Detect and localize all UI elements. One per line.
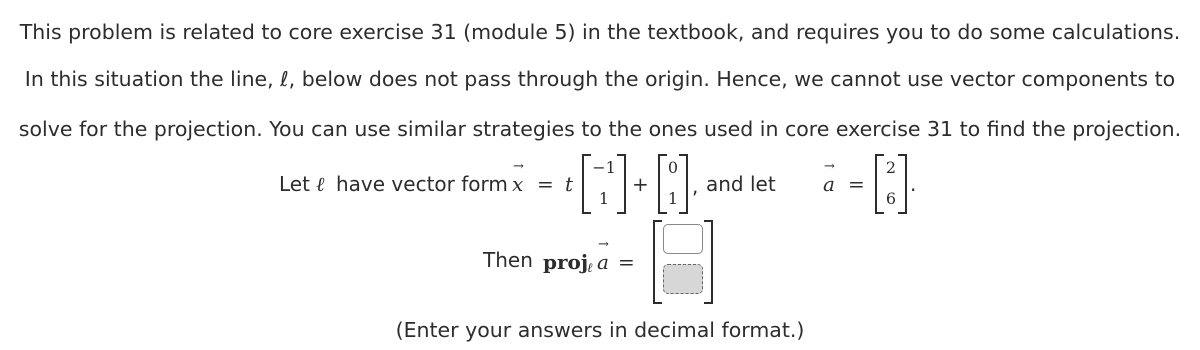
- a-entry-2: 6: [885, 189, 897, 208]
- answer-vector: [653, 220, 713, 304]
- problem-text-line-2: In this situation the line, ℓ, below does not pass through the origin. Hence, we cannot use vector components to: [24, 67, 1176, 91]
- point-vector: [658, 154, 688, 214]
- vector-form-label: have vector form: [336, 172, 508, 196]
- x-vector: → x: [512, 172, 523, 196]
- equals-sign: =: [618, 250, 635, 274]
- plus-sign: +: [632, 172, 649, 196]
- bracket-left: [653, 220, 662, 304]
- proj-operator: proj: [543, 250, 589, 274]
- direction-entry-1: −1: [592, 158, 616, 177]
- bracket-right: [704, 220, 713, 304]
- direction-entry-2: 1: [598, 189, 610, 208]
- line-symbol: ℓ: [316, 172, 325, 196]
- proj-subscript: ℓ: [587, 261, 593, 276]
- let-label: Let: [279, 172, 310, 196]
- a-vector-symbol: → a: [597, 250, 609, 274]
- answer-format-note: (Enter your answers in decimal format.): [395, 318, 805, 342]
- equals-sign: =: [537, 172, 554, 196]
- period: .: [910, 172, 917, 196]
- problem-text-line-1: This problem is related to core exercise 31 (module 5) in the textbook, and requires you to do some calculations.: [19, 20, 1181, 44]
- direction-vector: [582, 154, 626, 214]
- comma: ,: [692, 174, 699, 198]
- point-entry-2: 1: [667, 189, 679, 208]
- a-entry-1: 2: [885, 158, 897, 177]
- then-label: Then: [483, 248, 533, 272]
- vector-form-equation: [0, 150, 1200, 220]
- a-vector: [875, 154, 907, 214]
- problem-text-line-3: solve for the projection. You can use similar strategies to the ones used in core exercise 31 to find the projection.: [18, 117, 1182, 141]
- equals-sign-2: =: [848, 172, 865, 196]
- projection-equation: [0, 220, 1200, 310]
- parameter-t: t: [565, 172, 574, 196]
- and-let-label: and let: [706, 172, 776, 196]
- point-entry-1: 0: [667, 158, 679, 177]
- answer-input-2[interactable]: [663, 264, 703, 294]
- a-vector-symbol: → a: [823, 172, 835, 196]
- answer-input-1[interactable]: [663, 224, 703, 254]
